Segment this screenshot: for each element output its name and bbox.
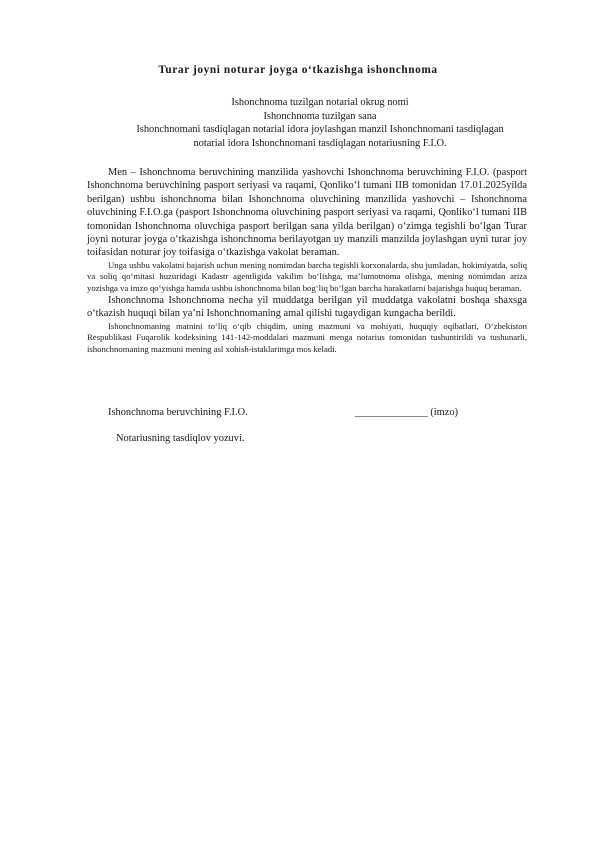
signature-label: Ishonchnoma beruvchining F.I.O. bbox=[108, 407, 248, 418]
header-notary-address: Ishonchnomani tasdiqlagan notarial idora joylashgan manzil Ishonchnomani tasdiqlagan bbox=[136, 124, 504, 136]
paragraph-acknowledgement: Ishonchnomaning matnini to‘liq o‘qib chiqdim, uning mazmuni va mohiyati, huquqiy oqibatlari, O‘zbekiston Respublikasi Fuqarolik kodeksining 141-142-moddalari mazmuni menga notarius tomonidan tushuntirildi va tushunarli, ishonchnomaning mazmuni mening asl xohish-istaklarimga mos keladi. bbox=[87, 320, 527, 354]
document-body bbox=[87, 166, 527, 355]
paragraph-main: Men – Ishonchnoma beruvchining manzilida yashovchi Ishonchnoma beruvchining F.I.O. (pasport Ishonchnoma beruvchining pasport seriyasi va raqami, Qonliko‘l tumani IIB tomonidan 17.01.2025yilda berilgan) ushbu ishonchnoma bilan Ishonchnoma oluvchining manzilida yashovchi – Ishonchnoma oluvchining F.I.O.ga (pasport Ishonchnoma oluvchining pasport seriyasi va raqami, Qonliko‘l tumani IIB tomonidan Ishonchnoma oluvchiga pasport berilgan sana yilda berilgan) o‘zimga tegishli bo‘lgan Turar joyni noturar joyga o‘tkazishga ishonchnoma berilayotgan uy manzili manzilda joylashgan uyni turar joy toifasidan noturar joy toifasiga o‘tkazishga vakolat beraman. bbox=[87, 167, 527, 259]
paragraph-term: Ishonchnoma Ishonchnoma necha yil muddatga berilgan yil muddatga vakolatni boshqa shaxsga o‘tkazish huquqi bilan ya’ni Ishonchnomaning amal qilishi tugaydigan kungacha berildi. bbox=[87, 295, 527, 320]
header-notary-district: Ishonchnoma tuzilgan notarial okrug nomi bbox=[231, 97, 409, 108]
header-date: Ishonchnoma tuzilgan sana bbox=[263, 110, 377, 122]
signature-line: ______________ (imzo) bbox=[355, 407, 459, 418]
document-title: Turar joyni noturar joyga o‘tkazishga ishonchnoma bbox=[158, 64, 438, 76]
notary-note: Notariusning tasdiqlov yozuvi. bbox=[116, 433, 245, 444]
header-notary-name: notarial idora Ishonchnomani tasdiqlagan notariusning F.I.O. bbox=[193, 137, 447, 149]
document-header bbox=[100, 96, 540, 150]
paragraph-powers: Unga ushbu vakolatni bajarish uchun mening nomimdan barcha tegishli korxonalarda, shu jumladan, hokimiyatda, soliq va soliq qo‘mitasi huzuridagi Kadastr agentligida vakilim bo‘lishga, ma’lumotnoma olishga, mening nomimdan ariza yozishga va imzo qo‘yishga hamda ushbu ishonchnoma bilan bog‘liq bo‘lgan barcha harakatlarni bajarishga huquq beraman. bbox=[87, 259, 527, 293]
